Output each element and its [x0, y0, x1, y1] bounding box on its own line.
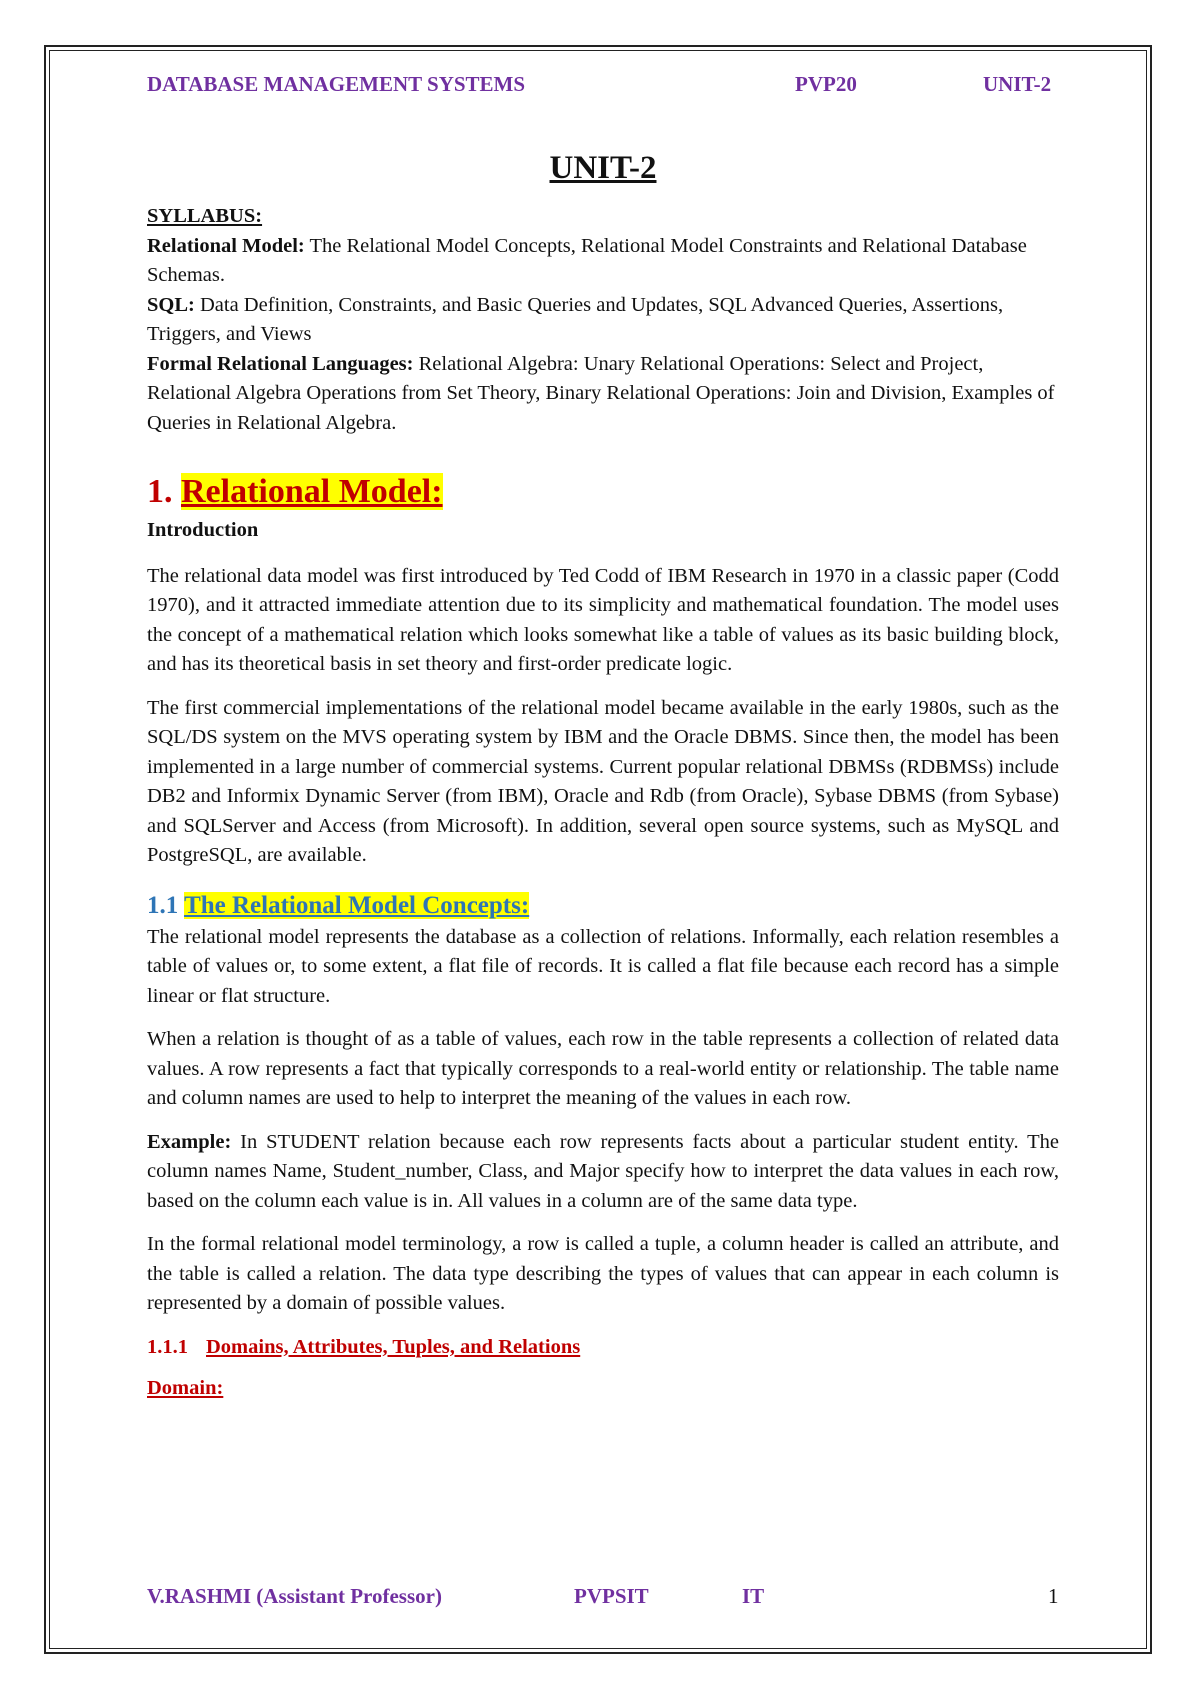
intro-paragraph-1: The relational data model was first introduced by Ted Codd of IBM Research in 1970 in a classic paper (Codd 1970), and it attracted immediate attention due to its simplicity and mathematical foundation. The model uses the concept of a mathematical relation which looks somewhat like a table of values as its basic building block, and has its theoretical basis in set theory and first-order predicate logic.	[147, 564, 1059, 675]
section-heading-1-1-1: 1.1.1 Domains, Attributes, Tuples, and Relations	[147, 1335, 581, 1358]
page-title: UNIT-2	[549, 150, 657, 186]
syllabus-item-relational: Relational Model: The Relational Model Concepts, Relational Model Constraints and Relational Database Schemas.	[147, 234, 1027, 286]
syllabus-heading: SYLLABUS:	[147, 205, 263, 227]
concepts-paragraph-1: The relational model represents the database as a collection of relations. Informally, each relation resembles a table of values or, to some extent, a flat file of records. It is called a flat file because each record has a simple linear or flat structure.	[147, 925, 1059, 1007]
page-number: 1	[1048, 1584, 1059, 1608]
domain-heading: Domain:	[147, 1377, 224, 1399]
footer-dept: IT	[742, 1584, 765, 1608]
header-unit: UNIT-2	[983, 72, 1052, 96]
footer-college: PVPSIT	[574, 1584, 649, 1608]
terminology-paragraph: In the formal relational model terminology, a row is called a tuple, a column header is called an attribute, and the table is called a relation. The data type describing the types of values that can appear in each column is represented by a domain of possible values.	[147, 1233, 1059, 1314]
syllabus-item-sql: SQL: Data Definition, Constraints, and Basic Queries and Updates, SQL Advanced Queries, Assertions, Triggers, and Views	[147, 293, 1004, 345]
section-heading-1-1: 1.1 The Relational Model Concepts:	[147, 891, 530, 919]
concepts-paragraph-2: When a relation is thought of as a table of values, each row in the table represents a collection of related data values. A row represents a fact that typically corresponds to a real-world entity or relationship. The table name and column names are used to help to interpret the meaning of the values in each row.	[147, 1028, 1059, 1109]
header-course: DATABASE MANAGEMENT SYSTEMS	[147, 72, 526, 96]
intro-paragraph-2: The first commercial implementations of the relational model became available in the early 1980s, such as the SQL/DS system on the MVS operating system by IBM and the Oracle DBMS. Since then, the model has been implemented in a large number of commercial systems. Current popular relational DBMSs (RDBMSs) include DB2 and Informix Dynamic Server (from IBM), Oracle and Rdb (from Oracle), Sybase DBMS (from Sybase) and SQLServer and Access (from Microsoft). In addition, several open source systems, such as MySQL and PostgreSQL, are available.	[147, 696, 1059, 866]
introduction-heading: Introduction	[147, 519, 259, 541]
section-heading-1: 1. Relational Model:	[147, 473, 443, 510]
syllabus-item-formal: Formal Relational Languages: Relational Algebra: Unary Relational Operations: Select and Project, Relational Algebra Operations from Set Theory, Binary Relational Operations: Join and Division, Examples of Queries in Relational Algebra.	[147, 352, 1055, 434]
page-content	[147, 148, 1059, 1404]
example-paragraph: Example: In STUDENT relation because each row represents facts about a particular student entity. The column names Name, Student_number, Class, and Major specify how to interpret the data values in each row, based on the column each value is in. All values in a column are of the same data type.	[147, 1130, 1059, 1212]
footer-author: V.RASHMI (Assistant Professor)	[147, 1584, 442, 1608]
header-regulation: PVP20	[795, 72, 857, 96]
